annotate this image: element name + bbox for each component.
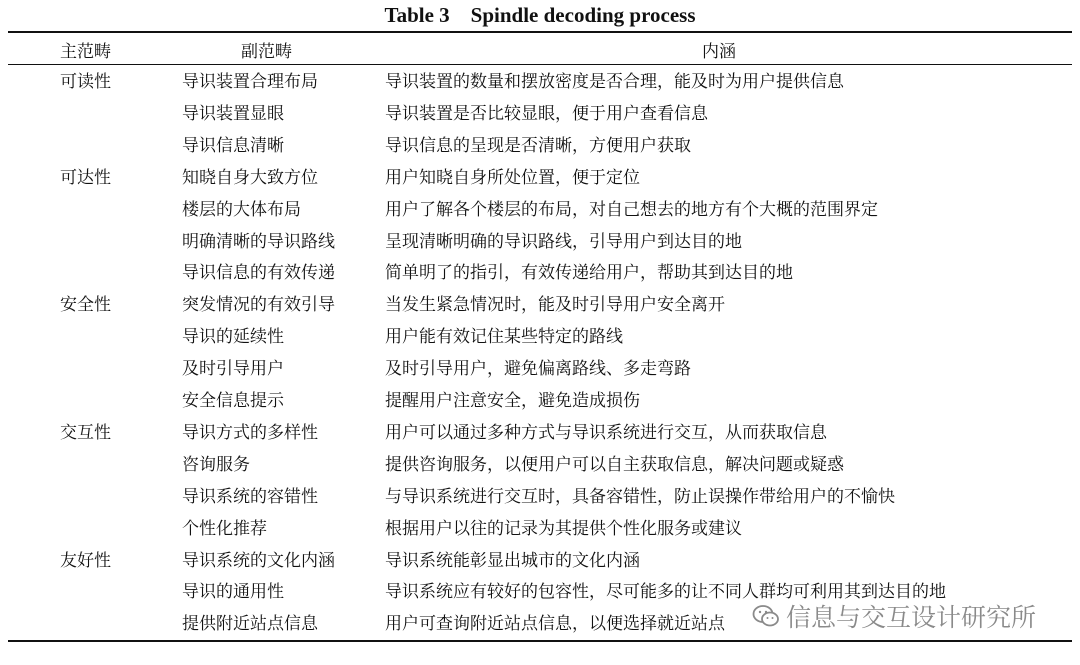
connotation-cell: 导识信息的呈现是否清晰，方便用户获取 (385, 135, 691, 156)
sub-category-cell: 导识方式的多样性 (182, 422, 318, 443)
table-row (0, 99, 1080, 131)
connotation-cell: 根据用户以往的记录为其提供个性化服务或建议 (385, 518, 742, 539)
sub-category-cell: 知晓自身大致方位 (182, 167, 318, 188)
connotation-cell: 提供咨询服务，以便用户可以自主获取信息，解决问题或疑惑 (385, 454, 844, 475)
connotation-cell: 及时引导用户，避免偏离路线、多走弯路 (385, 359, 691, 380)
header-main-category: 主范畴 (60, 42, 111, 62)
sub-category-cell: 及时引导用户 (182, 359, 284, 380)
sub-category-cell: 导识装置显眼 (182, 103, 284, 124)
connotation-cell: 当发生紧急情况时，能及时引导用户安全离开 (385, 295, 725, 316)
sub-category-cell: 安全信息提示 (182, 391, 284, 411)
sub-category-cell: 导识装置合理布局 (182, 72, 318, 92)
table-row (0, 67, 1080, 99)
table-row (0, 131, 1080, 163)
table-row (0, 227, 1080, 259)
table-bottom-rule (8, 640, 1072, 642)
sub-category-cell: 导识系统的文化内涵 (182, 550, 335, 571)
watermark (752, 596, 1036, 636)
connotation-cell: 简单明了的指引，有效传递给用户，帮助其到达目的地 (385, 263, 793, 284)
sub-category-cell: 导识的延续性 (182, 327, 284, 348)
table-row (0, 195, 1080, 227)
connotation-cell: 呈现清晰明确的导识路线，引导用户到达目的地 (385, 231, 742, 252)
sub-category-cell: 提供附近站点信息 (182, 614, 318, 635)
sub-category-cell: 导识系统的容错性 (182, 486, 318, 507)
main-category-cell: 交互性 (60, 422, 111, 443)
sub-category-cell: 明确清晰的导识路线 (182, 231, 335, 252)
table-caption: Table 3 Spindle decoding process (384, 3, 696, 27)
table-top-rule (8, 31, 1072, 33)
connotation-cell: 导识系统应有较好的包容性，尽可能多的让不同人群均可利用其到达目的地 (385, 582, 946, 603)
header-sub-category: 副范畴 (241, 42, 292, 62)
connotation-cell: 用户了解各个楼层的布局，对自己想去的地方有个大概的范围界定 (385, 199, 878, 220)
table-row (0, 418, 1080, 450)
main-category-cell: 友好性 (60, 550, 111, 571)
table-row (0, 354, 1080, 386)
connotation-cell: 与导识系统进行交互时，具备容错性，防止误操作带给用户的不愉快 (385, 486, 895, 507)
sub-category-cell: 导识的通用性 (182, 582, 284, 603)
connotation-cell: 用户可查询附近站点信息，以便选择就近站点 (385, 614, 725, 635)
sub-category-cell: 导识信息的有效传递 (182, 263, 335, 284)
sub-category-cell: 导识信息清晰 (182, 135, 284, 156)
wechat-icon (752, 604, 780, 628)
table-row (0, 450, 1080, 482)
connotation-cell: 用户能有效记住某些特定的路线 (385, 327, 623, 348)
connotation-cell: 用户可以通过多种方式与导识系统进行交互，从而获取信息 (385, 422, 827, 443)
connotation-cell: 导识装置是否比较显眼，便于用户查看信息 (385, 103, 708, 124)
main-category-cell: 安全性 (60, 295, 111, 316)
sub-category-cell: 楼层的大体布局 (182, 199, 301, 220)
table-row (0, 163, 1080, 195)
table-header-rule (8, 64, 1072, 65)
connotation-cell: 导识装置的数量和摆放密度是否合理，能及时为用户提供信息 (385, 72, 844, 92)
sub-category-cell: 突发情况的有效引导 (182, 295, 335, 316)
table-row (0, 514, 1080, 546)
connotation-cell: 导识系统能彰显出城市的文化内涵 (385, 550, 640, 571)
watermark-text: 信息与交互设计研究所 (786, 603, 1037, 632)
main-category-cell: 可读性 (60, 72, 111, 92)
table-row (0, 258, 1080, 290)
table-row (0, 290, 1080, 322)
connotation-cell: 用户知晓自身所处位置，便于定位 (385, 167, 640, 188)
table-row (0, 322, 1080, 354)
sub-category-cell: 个性化推荐 (182, 518, 267, 539)
main-category-cell: 可达性 (60, 167, 111, 188)
table-row (0, 546, 1080, 578)
table-row (0, 386, 1080, 418)
table-row (0, 482, 1080, 514)
sub-category-cell: 咨询服务 (182, 454, 250, 475)
header-connotation: 内涵 (702, 42, 736, 62)
connotation-cell: 提醒用户注意安全，避免造成损伤 (385, 391, 640, 411)
